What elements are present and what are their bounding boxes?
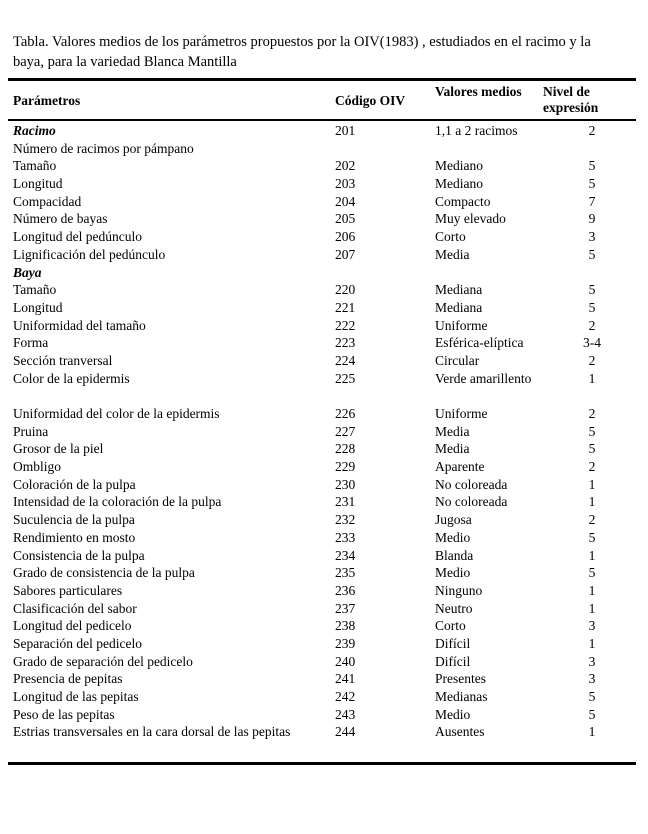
table-row (0, 192, 648, 210)
table-row (0, 457, 648, 475)
level-cell: 2 (588, 406, 596, 422)
code-cell: 206 (335, 229, 356, 245)
value-cell: Compacto (435, 193, 491, 209)
value-cell: Medio (435, 706, 471, 722)
param-cell: Suculencia de la pulpa (13, 512, 135, 528)
param-cell: Sección tranversal (13, 352, 113, 368)
code-cell: 201 (335, 123, 356, 138)
value-cell: Muy elevado (435, 211, 506, 227)
value-cell: Ninguno (435, 582, 483, 598)
level-cell: 7 (588, 193, 596, 209)
value-cell: Verde amarillento (435, 370, 532, 386)
code-cell: 204 (335, 193, 356, 209)
param-cell: Longitud (13, 299, 63, 315)
level-cell: 2 (588, 317, 596, 333)
param-cell: Número de bayas (13, 211, 108, 227)
table-row (0, 528, 648, 546)
section-row (0, 263, 648, 281)
table-row (0, 245, 648, 263)
param-cell: Ombligo (13, 459, 62, 475)
level-cell: 2 (588, 123, 596, 138)
level-cell: 5 (588, 246, 596, 262)
code-cell: 236 (335, 582, 356, 598)
code-cell: 239 (335, 635, 356, 651)
table-body (0, 121, 648, 758)
table-row (0, 209, 648, 227)
code-cell: 233 (335, 529, 356, 545)
value-cell: Media (435, 246, 470, 262)
value-cell: Corto (435, 618, 466, 634)
code-cell: 241 (335, 671, 356, 687)
table-row (0, 439, 648, 457)
code-cell: 222 (335, 317, 356, 333)
param-cell: Compacidad (13, 193, 82, 209)
table-row (0, 687, 648, 705)
level-cell: 3 (588, 653, 596, 669)
param-cell: Pruina (13, 423, 49, 439)
table-row (0, 227, 648, 245)
code-cell: 205 (335, 211, 356, 227)
value-cell: Mediana (435, 299, 483, 315)
code-cell: 234 (335, 547, 356, 563)
level-cell: 3 (588, 229, 596, 245)
value-cell: 1,1 a 2 racimos (435, 123, 518, 138)
level-cell: 1 (588, 370, 596, 386)
level-cell: 2 (588, 512, 596, 528)
code-cell: 229 (335, 459, 356, 475)
param-cell: Longitud del pedúnculo (13, 229, 142, 245)
level-cell: 5 (588, 158, 596, 174)
param-cell: Longitud de las pepitas (13, 689, 139, 705)
level-cell: 5 (588, 529, 596, 545)
code-cell: 240 (335, 653, 356, 669)
table-row (0, 581, 648, 599)
value-cell: Blanda (435, 547, 474, 563)
code-cell: 226 (335, 406, 356, 422)
code-cell: 221 (335, 299, 356, 315)
code-cell: 232 (335, 512, 356, 528)
value-cell: Circular (435, 352, 480, 368)
table-row (0, 510, 648, 528)
value-cell: No coloreada (435, 476, 508, 492)
value-cell: Neutro (435, 600, 473, 616)
section-label: Baya (13, 264, 42, 280)
param-cell: Clasificación del sabor (13, 600, 137, 616)
table-row (0, 351, 648, 369)
value-cell: Mediano (435, 158, 483, 174)
table-top-rule (8, 78, 636, 81)
value-cell: Difícil (435, 653, 471, 669)
level-cell: 2 (588, 459, 596, 475)
value-cell: Aparente (435, 459, 485, 475)
level-cell: 5 (588, 423, 596, 439)
table-row (0, 475, 648, 493)
param-cell: Coloración de la pulpa (13, 476, 136, 492)
param-cell: Peso de las pepitas (13, 706, 115, 722)
table-bottom-rule (8, 762, 636, 765)
header-parametros: Parámetros (13, 93, 81, 108)
header-valores-medios: Valores medios (435, 84, 522, 99)
level-cell: 1 (588, 582, 596, 598)
value-cell: Mediano (435, 176, 483, 192)
param-cell: Rendimiento en mosto (13, 529, 136, 545)
code-cell: 203 (335, 176, 356, 192)
table-row (0, 404, 648, 422)
table-row (0, 669, 648, 687)
param-cell: Uniformidad del tamaño (13, 317, 146, 333)
code-cell: 228 (335, 441, 356, 457)
param-cell: Grado de separación del pedicelo (13, 653, 193, 669)
value-cell: Medio (435, 529, 471, 545)
code-cell: 207 (335, 246, 356, 262)
code-cell: 237 (335, 600, 356, 616)
level-cell: 5 (588, 299, 596, 315)
level-cell: 5 (588, 282, 596, 298)
param-cell: Sabores particulares (13, 582, 123, 598)
level-cell: 1 (588, 600, 596, 616)
level-cell: 5 (588, 176, 596, 192)
level-cell: 1 (588, 547, 596, 563)
code-cell: 235 (335, 565, 356, 581)
value-cell: Medio (435, 565, 471, 581)
table-row (0, 546, 648, 564)
param-cell: Uniformidad del color de la epidermis (13, 406, 220, 422)
value-cell: Mediana (435, 282, 483, 298)
table-row (0, 280, 648, 298)
table-row (0, 634, 648, 652)
param-cell: Tamaño (13, 282, 57, 298)
value-cell: No coloreada (435, 494, 508, 510)
value-cell: Presentes (435, 671, 486, 687)
value-cell: Esférica-elíptica (435, 335, 524, 351)
value-cell: Uniforme (435, 406, 488, 422)
param-cell: Color de la epidermis (13, 370, 130, 386)
param-cell: Intensidad de la coloración de la pulpa (13, 494, 222, 510)
code-cell: 227 (335, 423, 356, 439)
param-cell: Separación del pedicelo (13, 635, 142, 651)
code-cell: 202 (335, 158, 356, 174)
level-cell: 1 (588, 476, 596, 492)
value-cell: Corto (435, 229, 466, 245)
level-cell: 3 (588, 618, 596, 634)
header-codigo-oiv: Código OIV (335, 93, 406, 108)
table-row (0, 705, 648, 723)
param-cell: Tamaño (13, 158, 57, 174)
param-cell: Longitud del pedicelo (13, 618, 132, 634)
level-cell: 1 (588, 494, 596, 510)
table-row (0, 139, 648, 157)
value-cell: Media (435, 423, 470, 439)
level-cell: 5 (588, 441, 596, 457)
table-row (0, 333, 648, 351)
param-cell: Longitud (13, 176, 63, 192)
table-row (0, 369, 648, 404)
table-row (0, 599, 648, 617)
param-cell: Grosor de la piel (13, 441, 104, 457)
table-row (0, 492, 648, 510)
value-cell: Ausentes (435, 724, 485, 740)
value-cell: Difícil (435, 635, 471, 651)
table-row (0, 563, 648, 581)
table-row (0, 316, 648, 334)
param-cell: Estrias transversales en la cara dorsal de las pepitas (13, 724, 291, 740)
table-row (0, 616, 648, 634)
code-cell: 225 (335, 370, 356, 386)
level-cell: 3 (588, 671, 596, 687)
code-cell: 230 (335, 476, 356, 492)
param-cell: Presencia de pepitas (13, 671, 123, 687)
table-caption: Tabla. Valores medios de los parámetros propuestos por la OIV(1983) , estudiados en el racimo y la baya, para la variedad Blanca Mantilla (13, 34, 591, 70)
level-cell: 9 (588, 211, 596, 227)
code-cell: 243 (335, 706, 356, 722)
table-row (0, 422, 648, 440)
table-row (0, 156, 648, 174)
code-cell: 238 (335, 618, 356, 634)
level-cell: 5 (588, 706, 596, 722)
level-cell: 2 (588, 352, 596, 368)
code-cell: 231 (335, 494, 356, 510)
param-cell: Lignificación del pedúnculo (13, 246, 166, 262)
code-cell: 242 (335, 689, 356, 705)
code-cell: 223 (335, 335, 356, 351)
value-cell: Medianas (435, 689, 488, 705)
code-cell: 220 (335, 282, 356, 298)
value-cell: Uniforme (435, 317, 488, 333)
table-row (0, 298, 648, 316)
param-cell: Consistencia de la pulpa (13, 547, 145, 563)
table-row (0, 174, 648, 192)
level-cell: 1 (588, 724, 596, 740)
section-label: Racimo (13, 123, 56, 138)
level-cell: 1 (588, 635, 596, 651)
param-cell: Grado de consistencia de la pulpa (13, 565, 195, 581)
value-cell: Media (435, 441, 470, 457)
section-row (0, 121, 648, 139)
param-cell: Forma (13, 335, 49, 351)
code-cell: 224 (335, 352, 356, 368)
level-cell: 3-4 (583, 335, 601, 351)
table-row (0, 652, 648, 670)
level-cell: 5 (588, 565, 596, 581)
level-cell: 5 (588, 689, 596, 705)
code-cell: 244 (335, 724, 356, 740)
value-cell: Jugosa (435, 512, 472, 528)
header-nivel-expresion: Nivel de expresión (543, 84, 599, 115)
param-cell: Número de racimos por pámpano (13, 140, 194, 156)
table-row (0, 722, 648, 757)
